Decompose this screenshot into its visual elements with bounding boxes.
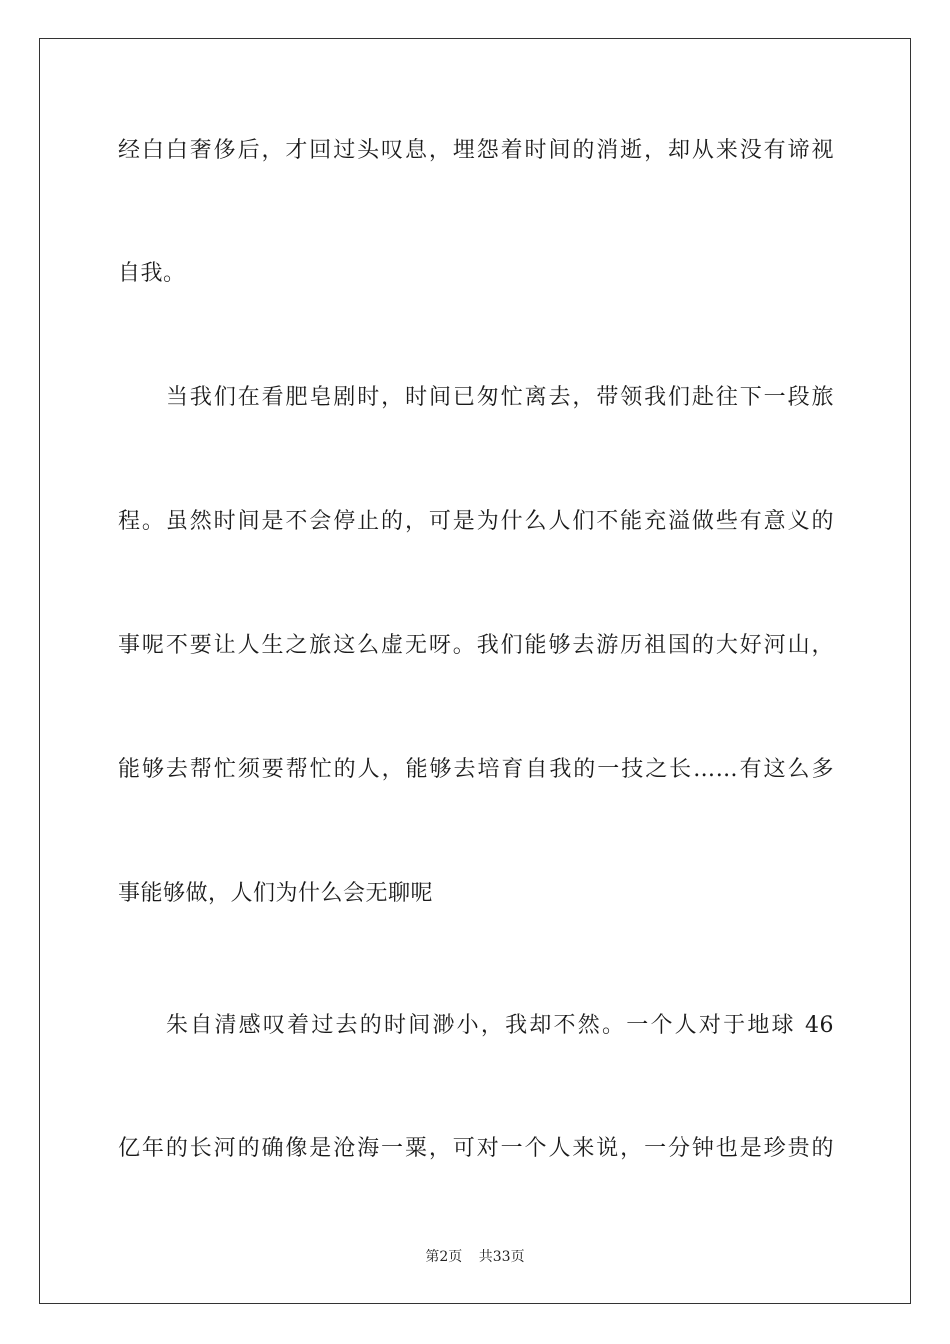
page-border (39, 38, 911, 1304)
text-line-6: 能够去帮忙须要帮忙的人，能够去培育自我的一技之长……有这么多 (118, 757, 834, 782)
text-line-5: 事呢不要让人生之旅这么虚无呀。我们能够去游历祖国的大好河山， (118, 633, 834, 658)
text-line-7: 事能够做，人们为什么会无聊呢 (118, 881, 434, 906)
text-line-3: 当我们在看肥皂剧时，时间已匆忙离去，带领我们赴往下一段旅 (166, 385, 834, 410)
page-footer (0, 1247, 950, 1267)
text-line-9: 亿年的长河的确像是沧海一粟，可对一个人来说，一分钟也是珍贵的 (118, 1136, 834, 1161)
text-line-2: 自我。 (118, 261, 186, 286)
text-line-8: 朱自清感叹着过去的时间渺小，我却不然。一个人对于地球 46 (166, 1013, 834, 1038)
page-number-total: 共33页 (478, 1249, 525, 1265)
text-line-4: 程。虽然时间是不会停止的，可是为什么人们不能充溢做些有意义的 (118, 509, 834, 534)
text-line-1: 经白白奢侈后，才回过头叹息，埋怨着时间的消逝，却从来没有谛视 (118, 138, 834, 163)
page-number-current: 第2页 (425, 1249, 463, 1265)
